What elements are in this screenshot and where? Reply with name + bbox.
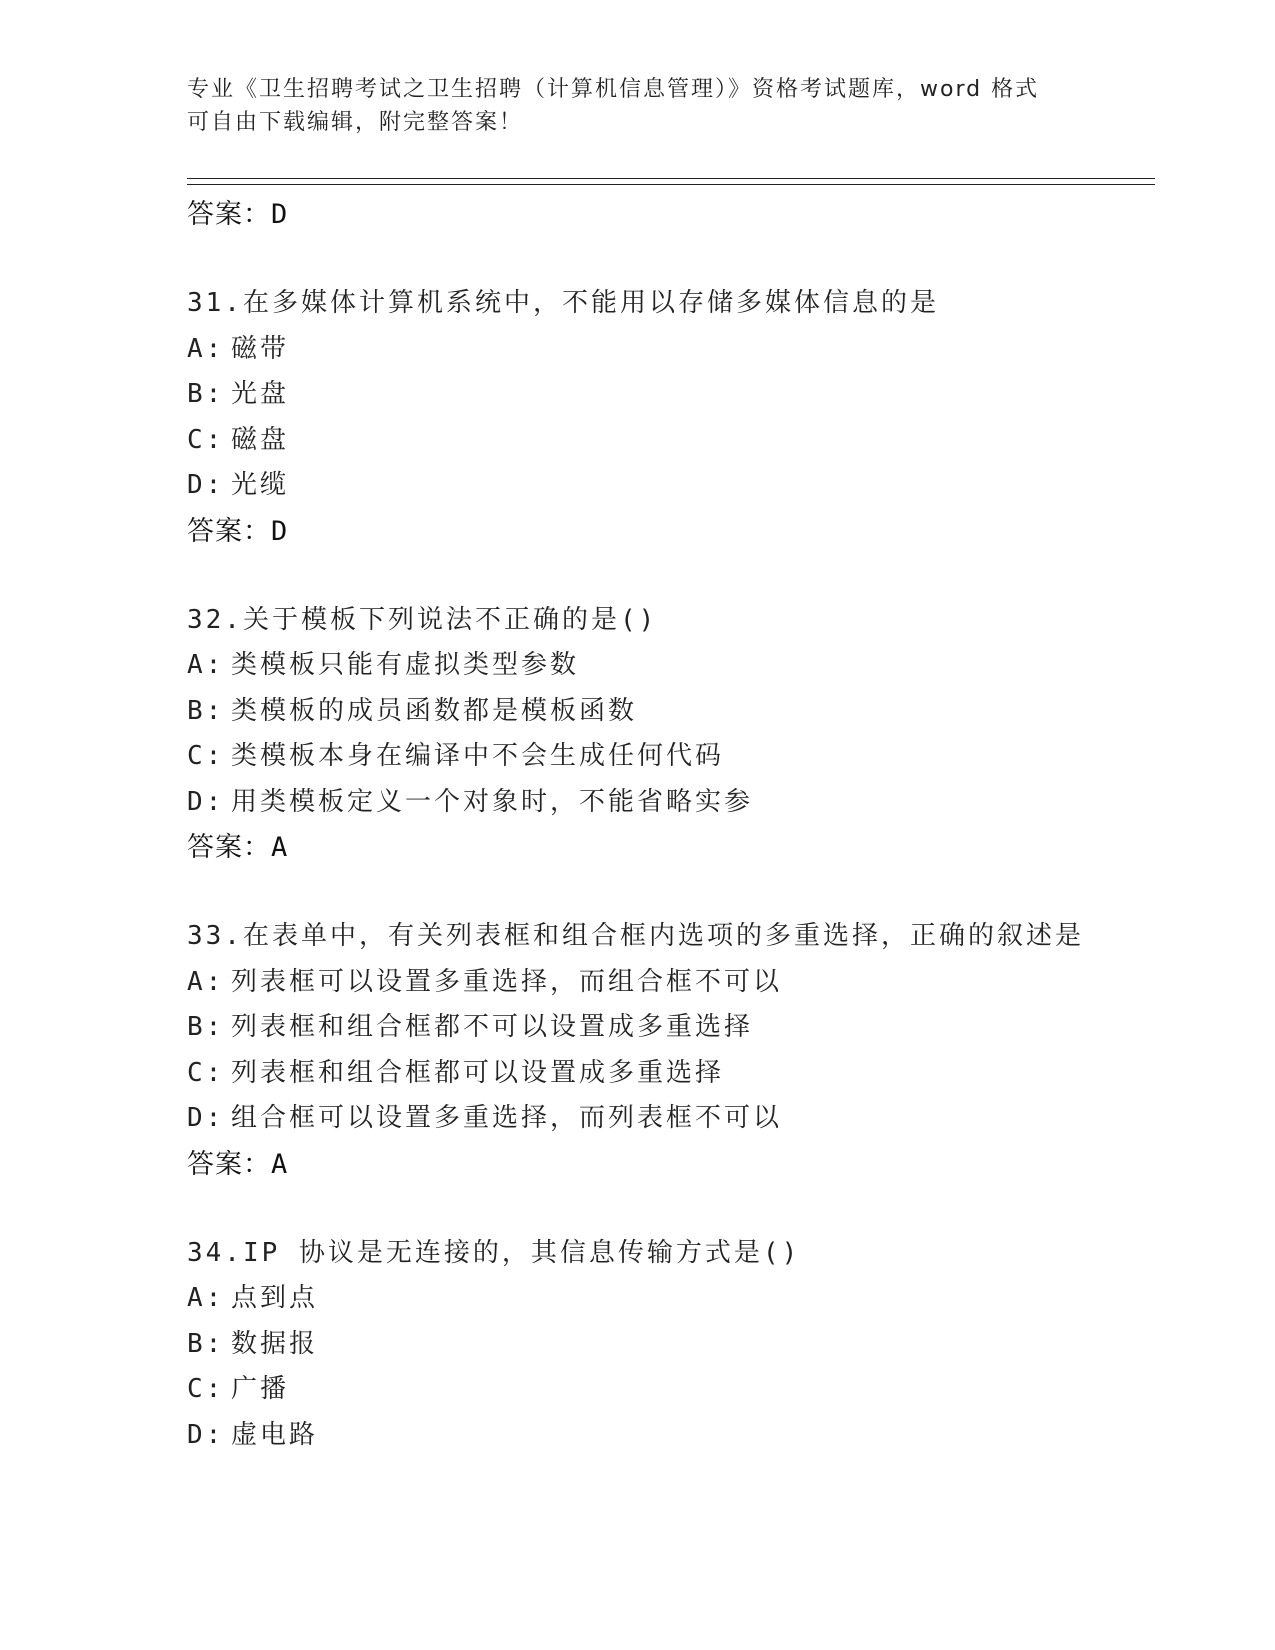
- question-block: [187, 281, 1147, 555]
- question-block: [187, 914, 1147, 1188]
- header-line-1: 专业《卫生招聘考试之卫生招聘（计算机信息管理）》资格考试题库，word 格式: [187, 77, 1040, 102]
- option-d: D: 组合框可以设置多重选择，而列表框不可以: [187, 1103, 783, 1133]
- question-text: 33.在表单中，有关列表框和组合框内选项的多重选择，正确的叙述是: [187, 921, 1084, 951]
- option-d: D: 虚电路: [187, 1419, 319, 1450]
- answer-label: 答案：: [187, 832, 271, 863]
- option-c: C: 磁盘: [187, 424, 290, 455]
- question-text: 32.关于模板下列说法不正确的是(): [187, 604, 658, 635]
- answer-line: [187, 509, 1147, 555]
- option-c: C: 列表框和组合框都可以设置成多重选择: [187, 1057, 725, 1088]
- question-block: [187, 1231, 1147, 1459]
- option-c: C: 类模板本身在编译中不会生成任何代码: [187, 741, 725, 771]
- option-b: B: 数据报: [187, 1328, 319, 1359]
- option-a: A: 类模板只能有虚拟类型参数: [187, 650, 580, 680]
- answer-label: 答案：: [187, 199, 271, 230]
- option-c: C: 广播: [187, 1374, 290, 1404]
- option-b: B: 类模板的成员函数都是模板函数: [187, 695, 638, 726]
- header-divider: [187, 178, 1155, 185]
- option-b: B: 列表框和组合框都不可以设置成多重选择: [187, 1012, 754, 1042]
- document-header: [187, 73, 1087, 139]
- answer-label: 答案：: [187, 1148, 271, 1180]
- option-a: A: 列表框可以设置多重选择，而组合框不可以: [187, 966, 783, 997]
- answer-label: 答案：: [187, 515, 271, 547]
- answer-value: A: [271, 832, 289, 863]
- option-a: A: 点到点: [187, 1283, 319, 1313]
- answer-value: D: [271, 515, 289, 547]
- option-d: D: 光缆: [187, 470, 290, 500]
- question-text: 34.IP 协议是无连接的，其信息传输方式是(): [187, 1237, 801, 1268]
- answer-line: [187, 825, 1147, 871]
- header-line-2: 可自由下载编辑，附完整答案！: [187, 110, 524, 135]
- option-a: A: 磁带: [187, 333, 290, 364]
- answer-value: A: [271, 1148, 289, 1180]
- question-text: 31.在多媒体计算机系统中，不能用以存储多媒体信息的是: [187, 288, 939, 318]
- answer-value: D: [271, 199, 289, 230]
- question-list: [187, 192, 1147, 1458]
- option-d: D: 用类模板定义一个对象时，不能省略实参: [187, 786, 754, 817]
- question-block: [187, 598, 1147, 872]
- answer-line: [187, 1142, 1147, 1188]
- answer-line: [187, 192, 1147, 238]
- option-b: B: 光盘: [187, 379, 290, 409]
